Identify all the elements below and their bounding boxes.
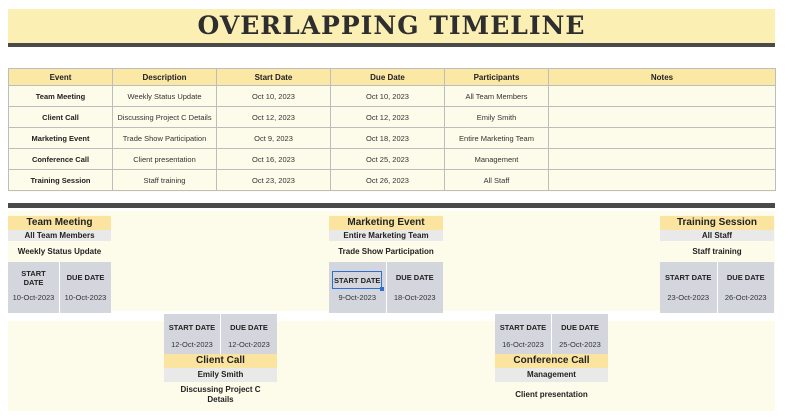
card-description[interactable]: Client presentation bbox=[495, 382, 608, 407]
card-due-date[interactable]: 10-Oct-2023 bbox=[64, 293, 107, 302]
card-due-label: DUE DATE bbox=[66, 273, 105, 282]
card-due-label: DUE DATE bbox=[561, 322, 599, 332]
timeline-card-client-call bbox=[164, 314, 277, 407]
page-title: OVERLAPPING TIMELINE bbox=[197, 11, 586, 40]
card-dates bbox=[8, 262, 111, 313]
cell-start-date[interactable]: Oct 23, 2023 bbox=[217, 170, 331, 191]
card-start-label: START DATE bbox=[21, 268, 46, 287]
card-start-label: START DATE bbox=[665, 273, 712, 282]
card-start-date[interactable]: 10-Oct-2023 bbox=[12, 293, 55, 302]
timeline-card-conference-call bbox=[495, 314, 608, 407]
card-start-label: START DATE bbox=[499, 322, 547, 332]
card-description[interactable]: Staff training bbox=[660, 241, 774, 262]
cell-notes[interactable] bbox=[549, 170, 776, 191]
cell-notes[interactable] bbox=[549, 128, 776, 149]
cell-participants[interactable]: All Team Members bbox=[445, 86, 549, 107]
card-event-name[interactable]: Training Session bbox=[660, 216, 774, 230]
card-participants[interactable]: Entire Marketing Team bbox=[329, 230, 443, 241]
card-event-name[interactable]: Client Call bbox=[164, 354, 277, 368]
cell-participants[interactable]: Management bbox=[445, 149, 549, 170]
cell-description[interactable]: Trade Show Participation bbox=[113, 128, 217, 149]
card-event-name[interactable]: Conference Call bbox=[495, 354, 608, 368]
card-due-cell bbox=[59, 262, 111, 313]
cell-description[interactable]: Discussing Project C Details bbox=[113, 107, 217, 128]
card-participants[interactable]: Management bbox=[495, 368, 608, 382]
cell-event[interactable]: Conference Call bbox=[9, 149, 113, 170]
table-row bbox=[9, 149, 776, 170]
table-row bbox=[9, 128, 776, 149]
card-event-name[interactable]: Team Meeting bbox=[8, 216, 111, 230]
events-table bbox=[8, 68, 776, 191]
header-notes[interactable]: Notes bbox=[549, 69, 776, 86]
cell-due-date[interactable]: Oct 12, 2023 bbox=[331, 107, 445, 128]
card-due-cell bbox=[551, 314, 608, 354]
card-description[interactable]: Weekly Status Update bbox=[8, 241, 111, 262]
cell-start-date[interactable]: Oct 12, 2023 bbox=[217, 107, 331, 128]
card-start-date[interactable]: 9-Oct-2023 bbox=[338, 293, 377, 302]
title-divider bbox=[8, 43, 775, 47]
card-start-label: START DATE bbox=[168, 322, 216, 332]
table-header-row bbox=[9, 69, 776, 86]
card-start-cell bbox=[8, 262, 59, 313]
card-due-label: DUE DATE bbox=[395, 273, 434, 282]
card-start-label[interactable]: START DATE bbox=[332, 271, 382, 289]
card-start-date[interactable]: 23-Oct-2023 bbox=[667, 293, 710, 302]
header-participants[interactable]: Participants bbox=[445, 69, 549, 86]
card-due-label: DUE DATE bbox=[230, 322, 268, 332]
cell-due-date[interactable]: Oct 25, 2023 bbox=[331, 149, 445, 170]
cell-notes[interactable] bbox=[549, 107, 776, 128]
card-start-cell bbox=[164, 314, 220, 354]
card-dates bbox=[329, 262, 443, 313]
header-start-date[interactable]: Start Date bbox=[217, 69, 331, 86]
table-row bbox=[9, 86, 776, 107]
cell-due-date[interactable]: Oct 26, 2023 bbox=[331, 170, 445, 191]
card-dates bbox=[660, 262, 774, 313]
cell-participants[interactable]: All Staff bbox=[445, 170, 549, 191]
card-due-cell bbox=[717, 262, 775, 313]
card-dates bbox=[164, 314, 277, 354]
card-participants[interactable]: Emily Smith bbox=[164, 368, 277, 382]
card-due-date[interactable]: 12-Oct-2023 bbox=[228, 340, 270, 349]
header-description[interactable]: Description bbox=[113, 69, 217, 86]
cell-participants[interactable]: Entire Marketing Team bbox=[445, 128, 549, 149]
card-due-cell bbox=[220, 314, 277, 354]
table-row bbox=[9, 170, 776, 191]
header-due-date[interactable]: Due Date bbox=[331, 69, 445, 86]
cell-start-date[interactable]: Oct 10, 2023 bbox=[217, 86, 331, 107]
cell-notes[interactable] bbox=[549, 149, 776, 170]
card-start-cell bbox=[495, 314, 551, 354]
card-start-cell bbox=[329, 262, 386, 313]
cell-description[interactable]: Staff training bbox=[113, 170, 217, 191]
cell-start-date[interactable]: Oct 9, 2023 bbox=[217, 128, 331, 149]
card-dates bbox=[495, 314, 608, 354]
events-table-container bbox=[8, 68, 775, 192]
card-description[interactable]: Discussing Project C Details bbox=[164, 382, 277, 407]
cell-due-date[interactable]: Oct 18, 2023 bbox=[331, 128, 445, 149]
title-banner bbox=[8, 9, 775, 43]
card-due-cell bbox=[386, 262, 444, 313]
cell-description[interactable]: Weekly Status Update bbox=[113, 86, 217, 107]
cell-description[interactable]: Client presentation bbox=[113, 149, 217, 170]
cell-due-date[interactable]: Oct 10, 2023 bbox=[331, 86, 445, 107]
timeline-card-training-session bbox=[660, 216, 774, 313]
cell-start-date[interactable]: Oct 16, 2023 bbox=[217, 149, 331, 170]
cell-notes[interactable] bbox=[549, 86, 776, 107]
card-event-name[interactable]: Marketing Event bbox=[329, 216, 443, 230]
card-start-date[interactable]: 16-Oct-2023 bbox=[502, 340, 544, 349]
table-row bbox=[9, 107, 776, 128]
header-event[interactable]: Event bbox=[9, 69, 113, 86]
timeline-card-marketing-event bbox=[329, 216, 443, 313]
card-start-date[interactable]: 12-Oct-2023 bbox=[171, 340, 213, 349]
card-participants[interactable]: All Staff bbox=[660, 230, 774, 241]
card-start-cell bbox=[660, 262, 717, 313]
cell-event[interactable]: Marketing Event bbox=[9, 128, 113, 149]
card-due-date[interactable]: 25-Oct-2023 bbox=[559, 340, 601, 349]
card-due-date[interactable]: 26-Oct-2023 bbox=[724, 293, 767, 302]
card-participants[interactable]: All Team Members bbox=[8, 230, 111, 241]
cell-event[interactable]: Team Meeting bbox=[9, 86, 113, 107]
timeline-divider bbox=[8, 203, 775, 208]
card-description[interactable]: Trade Show Participation bbox=[329, 241, 443, 262]
timeline-card-team-meeting bbox=[8, 216, 111, 313]
cell-participants[interactable]: Emily Smith bbox=[445, 107, 549, 128]
card-due-label: DUE DATE bbox=[726, 273, 765, 282]
cell-event[interactable]: Client Call bbox=[9, 107, 113, 128]
card-due-date[interactable]: 18-Oct-2023 bbox=[393, 293, 436, 302]
cell-event[interactable]: Training Session bbox=[9, 170, 113, 191]
